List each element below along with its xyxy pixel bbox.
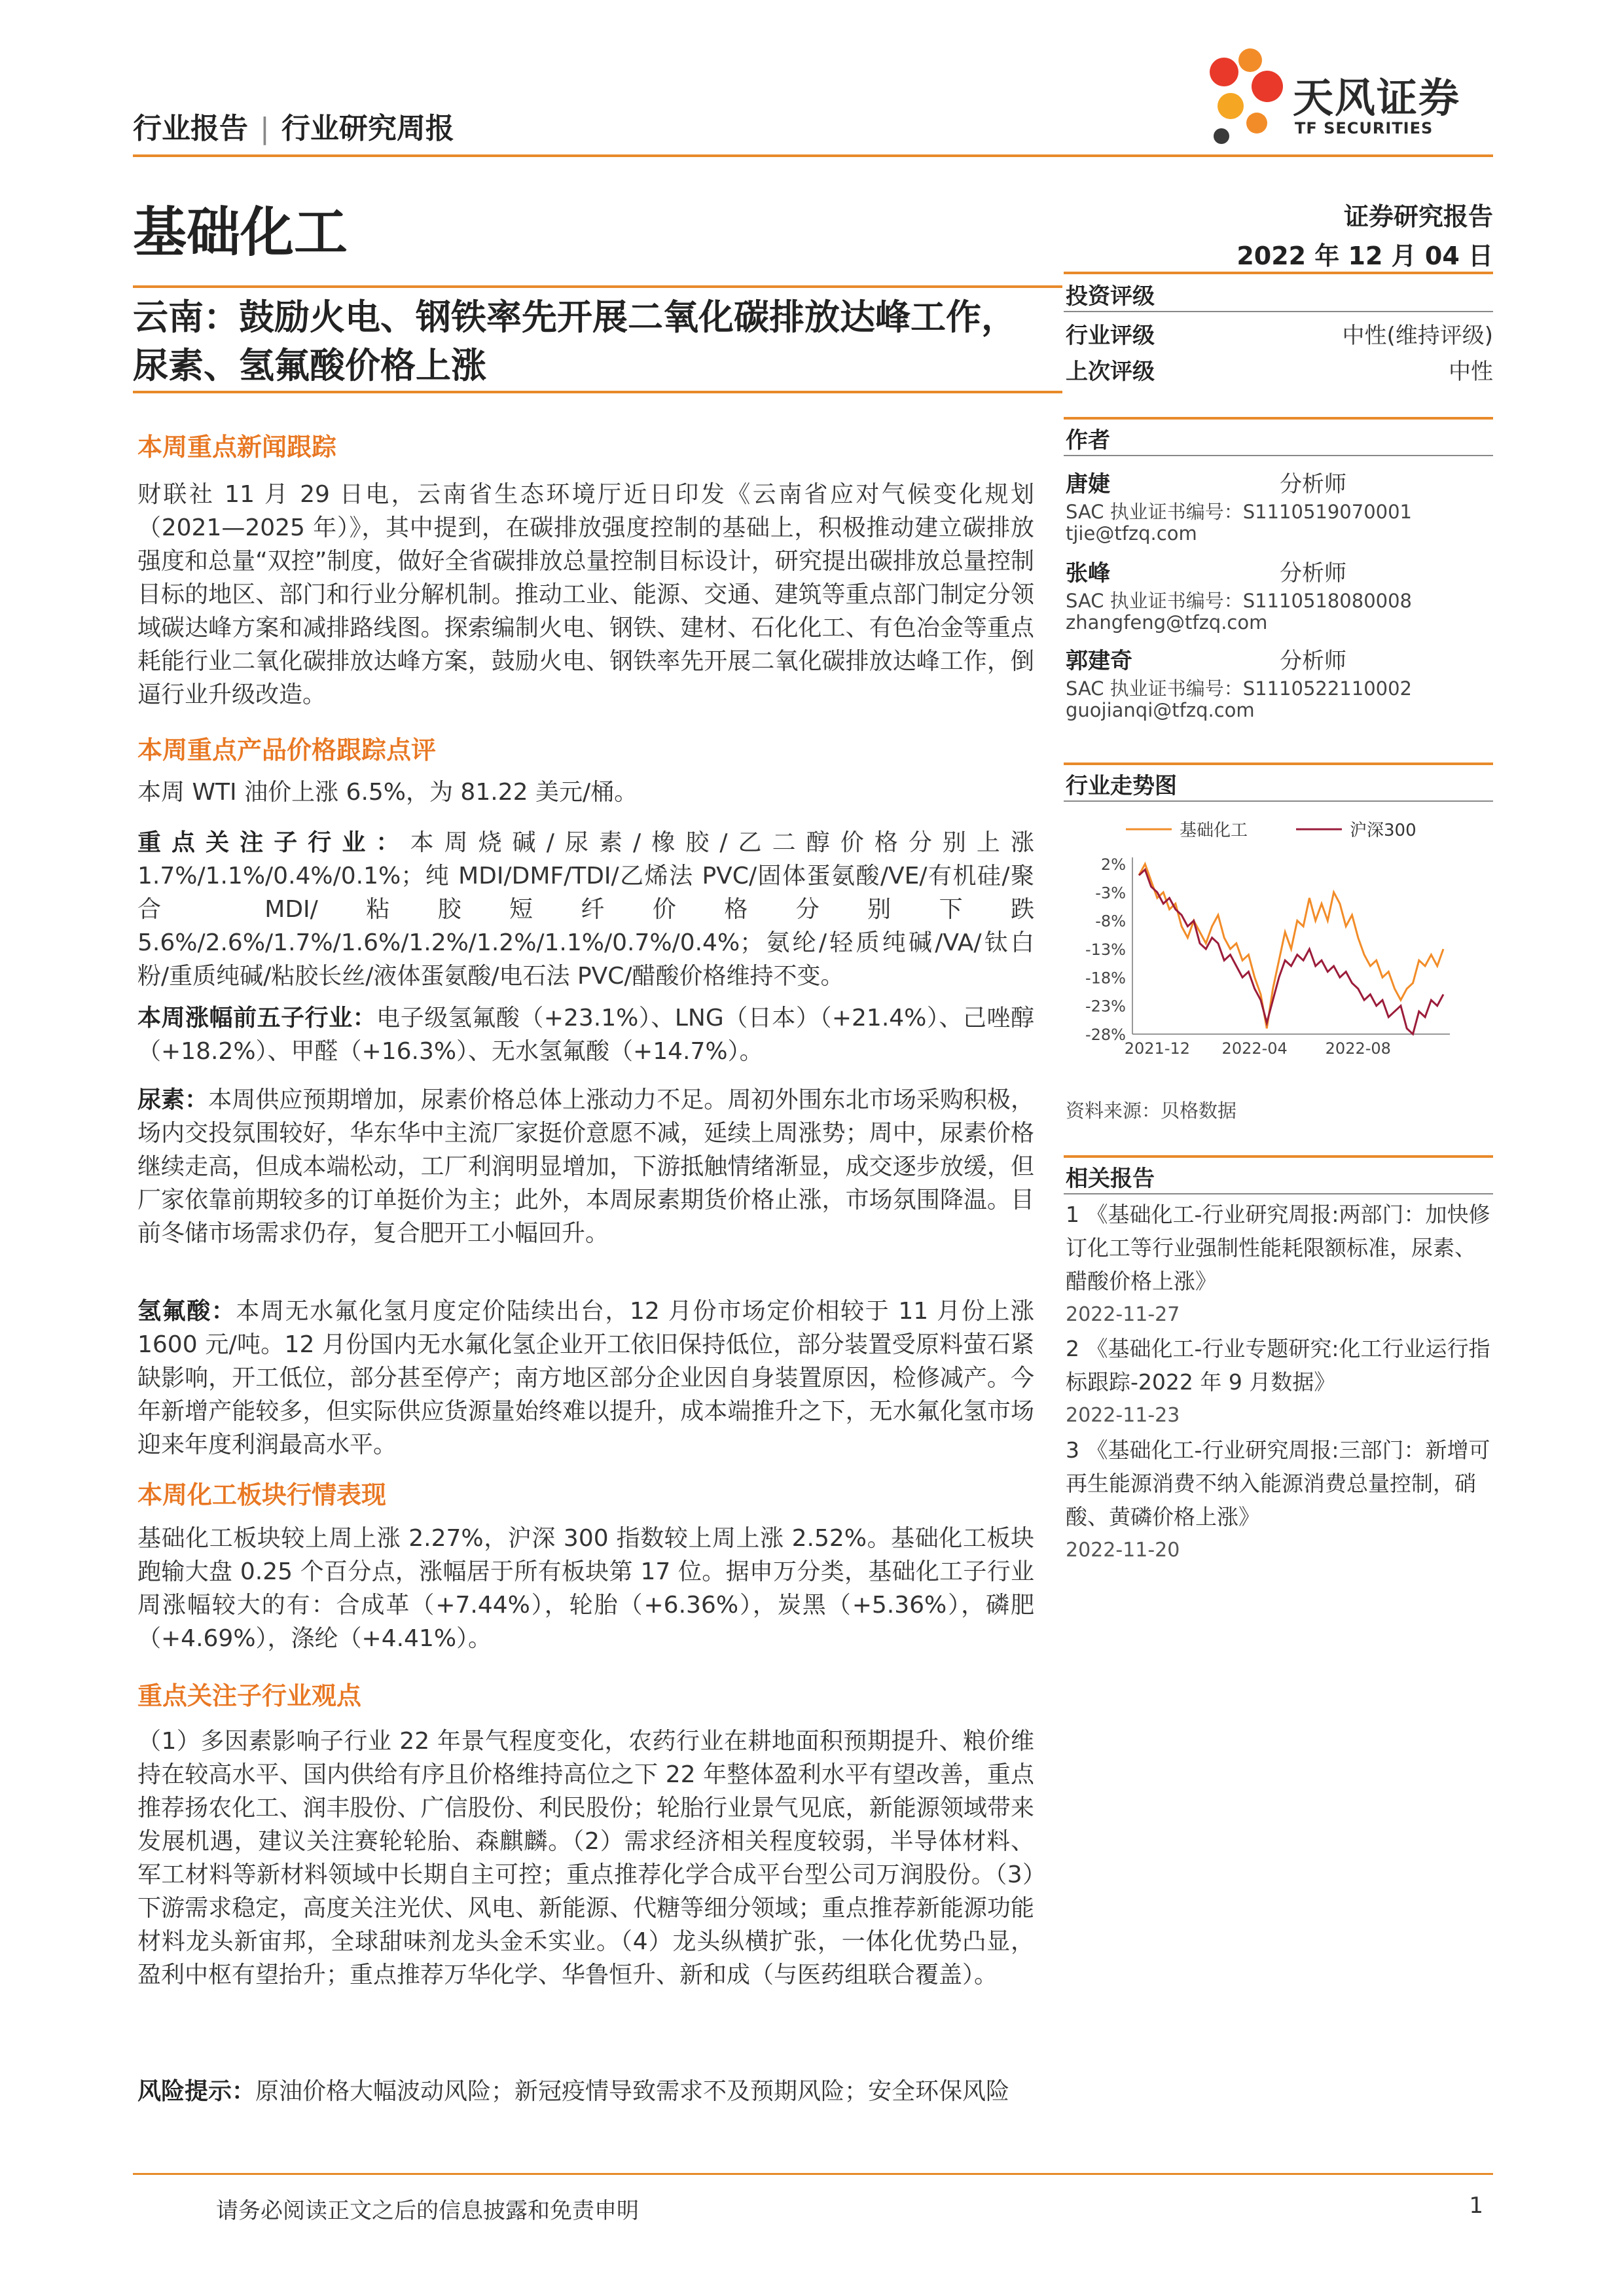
y-tick-label: -13% xyxy=(1085,941,1126,959)
author-name: 张峰 xyxy=(1066,560,1110,586)
document-date: 2022 年 12 月 04 日 xyxy=(1236,242,1493,270)
section-title-price: 本周重点产品价格跟踪点评 xyxy=(137,736,437,764)
authors-divider xyxy=(1064,455,1493,456)
header-divider xyxy=(133,154,1493,157)
chart-source: 资料来源：贝格数据 xyxy=(1066,1100,1237,1122)
section-title-news: 本周重点新闻跟踪 xyxy=(137,433,337,461)
related-report-date: 2022-11-27 xyxy=(1066,1303,1180,1326)
views-body: （1）多因素影响子行业 22 年景气程度变化，农药行业在耕地面积预期提升、粮价维持在较高水平、国内供给有序且价格维持高位之下 22 年整体盈利水平有望改善，重点推荐扬农化工、润丰股份、广信股份、利民股份；轮胎行业景气见底，新能源领域带来发展机遇，建议关注赛轮轮胎、森麒麟。（2）需求经济相关程度较弱，半导体材料、军工材料等新材料领域中长期自主可控；重点推荐化学合成平台型公司万润股份。（3）下游需求稳定，高度关注光伏、风电、新能源、代糖等细分领域；重点推荐新能源功能材料龙头新宙邦，全球甜味剂龙头金禾实业。（4）龙头纵横扩张，一体化优势凸显，盈利中枢有望抬升；重点推荐万华化学、华鲁恒升、新和成（与医药组联合覆盖）。 xyxy=(137,1728,1034,1988)
trend-title: 行业走势图 xyxy=(1066,773,1177,799)
top5-label: 本周涨幅前五子行业： xyxy=(137,1005,377,1031)
trend-divider xyxy=(1064,800,1493,802)
wti-price: 本周 WTI 油价上涨 6.5%，为 81.22 美元/桶。 xyxy=(137,779,638,806)
author-role: 分析师 xyxy=(1280,560,1346,586)
title-top-rule xyxy=(133,285,1062,288)
focus-subindustry-paragraph xyxy=(137,826,1034,993)
author-name: 唐婕 xyxy=(1066,471,1110,497)
risk-label: 风险提示： xyxy=(137,2078,256,2105)
y-tick-label: 2% xyxy=(1100,855,1126,874)
company-name-en: TF SECURITIES xyxy=(1295,119,1434,137)
company-name-cn: 天风证券 xyxy=(1293,74,1461,122)
series-line xyxy=(1139,864,1443,1028)
legend-label: 沪深300 xyxy=(1350,821,1416,840)
report-title: 云南：鼓励火电、钢铁率先开展二氧化碳排放达峰工作，尿素、氢氟酸价格上涨 xyxy=(133,296,1017,386)
previous-rating-label: 上次评级 xyxy=(1066,359,1155,385)
report-category-header xyxy=(133,105,454,147)
related-title: 相关报告 xyxy=(1066,1166,1155,1192)
company-logo-icon xyxy=(1204,46,1290,151)
x-tick-label: 2021-12 xyxy=(1124,1039,1191,1058)
author-email[interactable]: guojianqi@tfzq.com xyxy=(1066,699,1255,721)
urea-paragraph xyxy=(137,1083,1034,1250)
authors-top-rule xyxy=(1064,417,1493,420)
y-tick-label: -28% xyxy=(1085,1026,1126,1044)
subcategory: 行业研究周报 xyxy=(281,112,454,145)
legend-label: 基础化工 xyxy=(1180,821,1248,840)
related-report-date: 2022-11-23 xyxy=(1066,1404,1180,1427)
related-report-item[interactable] xyxy=(1066,1198,1491,1331)
author-role: 分析师 xyxy=(1280,648,1346,674)
hf-label: 氢氟酸： xyxy=(137,1298,236,1325)
footer-rule xyxy=(133,2173,1493,2175)
author-email[interactable]: zhangfeng@tfzq.com xyxy=(1066,611,1268,634)
section-title-views: 重点关注子行业观点 xyxy=(137,1681,362,1710)
authors-title: 作者 xyxy=(1066,427,1110,454)
section-title-sector: 本周化工板块行情表现 xyxy=(137,1480,387,1509)
news-body: 财联社 11 月 29 日电，云南省生态环境厅近日印发《云南省应对气候变化规划（2021—2025 年）》，其中提到，在碳排放强度控制的基础上，积极推动建立碳排放强度和总量“双控”制度，做好全省碳排放总量控制目标设计，研究提出碳排放总量控制目标的地区、部门和行业分解机制。推动工业、能源、交通、建筑等重点部门制定分领域碳达峰方案和减排路线图。探索编制火电、钢铁、建材、石化化工、有色冶金等重点耗能行业二氧化碳排放达峰方案，鼓励火电、钢铁率先开展二氧化碳排放达峰工作，倒逼行业升级改造。 xyxy=(137,481,1034,708)
rating-top-rule xyxy=(1064,272,1493,274)
related-report-text[interactable]: 1 《基础化工-行业研究周报:两部门：加快修订化工等行业强制性能耗限额标准，尿素、醋酸价格上涨》 xyxy=(1066,1202,1490,1294)
author-sac: SAC 执业证书编号：S1110518080008 xyxy=(1066,590,1413,612)
sector-body: 基础化工板块较上周上涨 2.27%，沪深 300 指数较上周上涨 2.52%。基础化工板块跑输大盘 0.25 个百分点，涨幅居于所有板块第 17 位。据申万分类，基础化工子行业周涨幅较大的有：合成革（+7.44%），轮胎（+6.36%），炭黑（+5.36%），磷肥（+4.69%），涤纶（+4.41%）。 xyxy=(137,1525,1034,1652)
y-tick-label: -18% xyxy=(1085,969,1126,988)
category: 行业报告 xyxy=(133,112,248,145)
hf-body: 本周无水氟化氢月度定价陆续出台，12 月份市场定价相较于 11 月份上涨 1600 元/吨。12 月份国内无水氟化氢企业开工依旧保持低位，部分装置受原料萤石紧缺影响，开工低位，部分甚至停产；南方地区部分企业因自身装置原因，检修减产。今年新增产能较多，但实际供应货源量始终难以提升，成本端推升之下，无水氟化氢市场迎来年度利润最高水平。 xyxy=(137,1298,1034,1458)
focus-label: 重点关注子行业： xyxy=(137,829,410,856)
x-tick-label: 2022-04 xyxy=(1221,1039,1288,1058)
author-sac: SAC 执业证书编号：S1110522110002 xyxy=(1066,677,1413,700)
related-report-text[interactable]: 2 《基础化工-行业专题研究:化工行业运行指标跟踪-2022 年 9 月数据》 xyxy=(1066,1336,1490,1395)
industry-trend-chart xyxy=(1064,808,1493,1064)
top5-paragraph xyxy=(137,1001,1034,1068)
related-divider xyxy=(1064,1193,1493,1194)
focus-body: 本周烧碱/尿素/橡胶/乙二醇价格分别上涨 1.7%/1.1%/0.4%/0.1%；纯 MDI/DMF/TDI/乙烯法 PVC/固体蛋氨酸/VE/有机硅/聚合 MDI/粘胶短纤价格分别下跌 5.6%/2.6%/1.7%/1.6%/1.2%/1.2%/1.1%/0.7%/0.4%；氨纶/轻质纯碱/VA/钛白粉/重质纯碱/粘胶长丝/液体蛋氨酸/电石法 PVC/醋酸价格维持不变。 xyxy=(137,829,1034,990)
industry-title: 基础化工 xyxy=(133,202,348,264)
footer-disclaimer: 请务必阅读正文之后的信息披露和免责申明 xyxy=(216,2198,639,2224)
related-report-date: 2022-11-20 xyxy=(1066,1539,1180,1562)
related-report-text[interactable]: 3 《基础化工-行业研究周报:三部门：新增可再生能源消费不纳入能源消费总量控制，硝酸、黄磷价格上涨》 xyxy=(1066,1437,1490,1530)
page-number: 1 xyxy=(1469,2193,1483,2219)
author-role: 分析师 xyxy=(1280,471,1346,497)
author-email[interactable]: tjie@tfzq.com xyxy=(1066,522,1197,545)
industry-rating-value: 中性(维持评级) xyxy=(1342,323,1493,349)
risk-paragraph xyxy=(137,2075,1034,2108)
urea-body: 本周供应预期增加，尿素价格总体上涨动力不足。周初外围东北市场采购积极，场内交投氛围较好，华东华中主流厂家挺价意愿不减，延续上周涨势；周中，尿素价格继续走高，但成本端松动，工厂利润明显增加，下游抵触情绪渐显，成交逐步放缓，但厂家依靠前期较多的订单挺价为主；此外，本周尿素期货价格止涨，市场氛围降温。目前冬储市场需求仍存，复合肥开工小幅回升。 xyxy=(137,1086,1034,1247)
previous-rating-value: 中性 xyxy=(1449,359,1493,385)
related-top-rule xyxy=(1064,1155,1493,1158)
industry-rating-label: 行业评级 xyxy=(1066,323,1155,349)
document-type: 证券研究报告 xyxy=(1343,202,1493,231)
author-sac: SAC 执业证书编号：S1110519070001 xyxy=(1066,501,1413,523)
urea-label: 尿素： xyxy=(137,1086,209,1113)
related-report-item[interactable] xyxy=(1066,1433,1491,1567)
y-tick-label: -3% xyxy=(1095,884,1126,903)
hf-paragraph xyxy=(137,1295,1034,1462)
related-report-item[interactable] xyxy=(1066,1332,1491,1432)
trend-top-rule xyxy=(1064,762,1493,765)
separator: | xyxy=(260,112,270,145)
author-name: 郭建奇 xyxy=(1066,648,1132,674)
rating-title: 投资评级 xyxy=(1066,283,1155,310)
x-tick-label: 2022-08 xyxy=(1325,1039,1391,1058)
risk-body: 原油价格大幅波动风险；新冠疫情导致需求不及预期风险；安全环保风险 xyxy=(255,2078,1010,2105)
title-bottom-rule xyxy=(133,391,1062,393)
top5-body: 电子级氢氟酸（+23.1%）、LNG（日本）（+21.4%）、己唑醇（+18.2%）、甲醛（+16.3%）、无水氢氟酸（+14.7%）。 xyxy=(137,1005,1034,1065)
y-tick-label: -23% xyxy=(1085,997,1126,1016)
rating-divider xyxy=(1064,311,1493,312)
y-tick-label: -8% xyxy=(1095,912,1126,931)
